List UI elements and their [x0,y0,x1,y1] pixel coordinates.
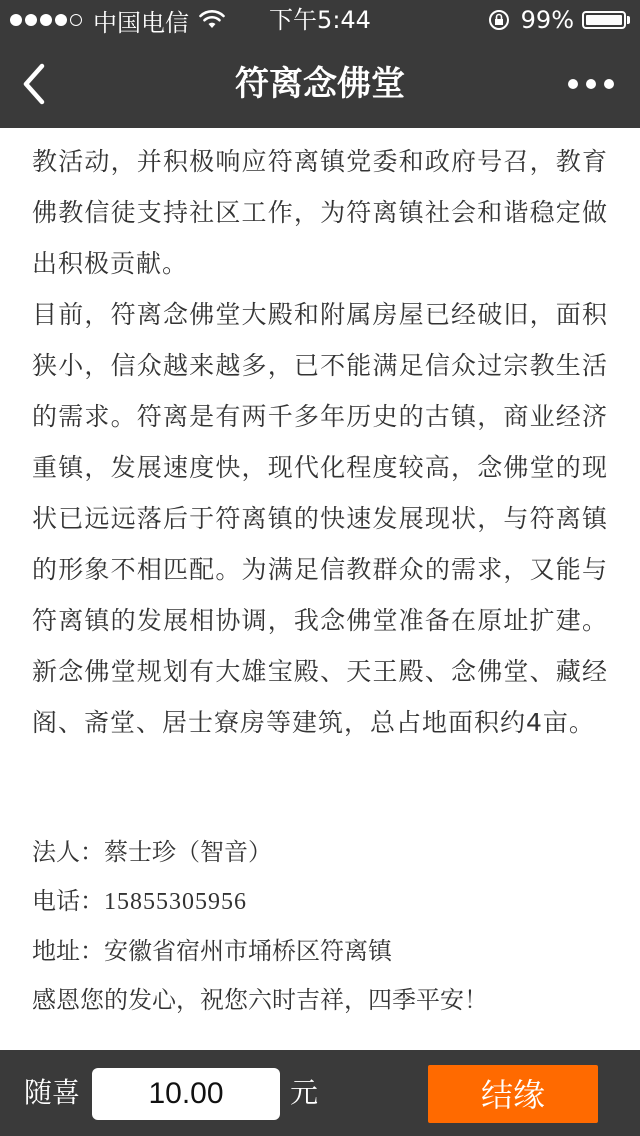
donate-button[interactable]: 结缘 [428,1065,598,1123]
status-time: 下午5:44 [269,6,371,34]
address-value: 安徽省宿州市埇桥区符离镇 [104,937,392,965]
address-row [32,927,608,976]
article-paragraph: 教活动，并积极响应符离镇党委和政府号召，教育佛教信徒支持社区工作，为符离镇社会和谐稳定做出积极贡献。 [32,147,608,278]
more-dots-icon [564,64,624,104]
unit-label: 元 [290,1076,319,1109]
rotation-lock-icon [487,8,511,32]
blessing-text: 感恩您的发心，祝您六时吉祥，四季平安！ [32,986,488,1014]
donation-bar [0,1050,640,1136]
battery-nub [627,16,630,24]
page-title: 符离念佛堂 [235,64,405,104]
legal-person-label: 法人： [32,838,104,866]
legal-person-row [32,828,608,877]
phone-row [32,877,608,927]
status-left [10,5,225,35]
amount-input[interactable] [92,1068,280,1120]
phone-number[interactable]: 15855305956 [104,889,247,915]
status-bar [0,0,640,40]
status-right [487,5,630,35]
nav-bar [0,40,640,128]
address-label: 地址： [32,937,104,965]
battery-percent: 99% [520,6,574,34]
more-button[interactable] [564,64,624,104]
carrier-name: 中国电信 [93,8,189,37]
wifi-icon [199,10,225,30]
legal-person-value: 蔡士珍（智音） [104,838,272,866]
article-paragraph: 目前，符离念佛堂大殿和附属房屋已经破旧，面积狭小，信众越来越多，已不能满足信众过宗教生活的需求。符离是有两千多年历史的古镇，商业经济重镇，发展速度快，现代化程度较高，念佛堂的现状已远远落后于符离镇的快速发展现状，与符离镇的形象不相匹配。为满足信教群众的需求，又能与符离镇的发展相协调，我念佛堂准备在原址扩建。新念佛堂规划有大雄宝殿、天王殿、念佛堂、藏经阁、斋堂、居士寮房等建筑，总占地面积约4亩。 [32,300,608,737]
main-content [0,128,640,1050]
battery-icon [582,11,626,29]
article-body [32,136,608,748]
contact-info [32,828,608,1025]
signal-strength-icon [10,14,85,26]
phone-label: 电话： [32,887,104,915]
amount-label: 随喜 [24,1076,81,1109]
